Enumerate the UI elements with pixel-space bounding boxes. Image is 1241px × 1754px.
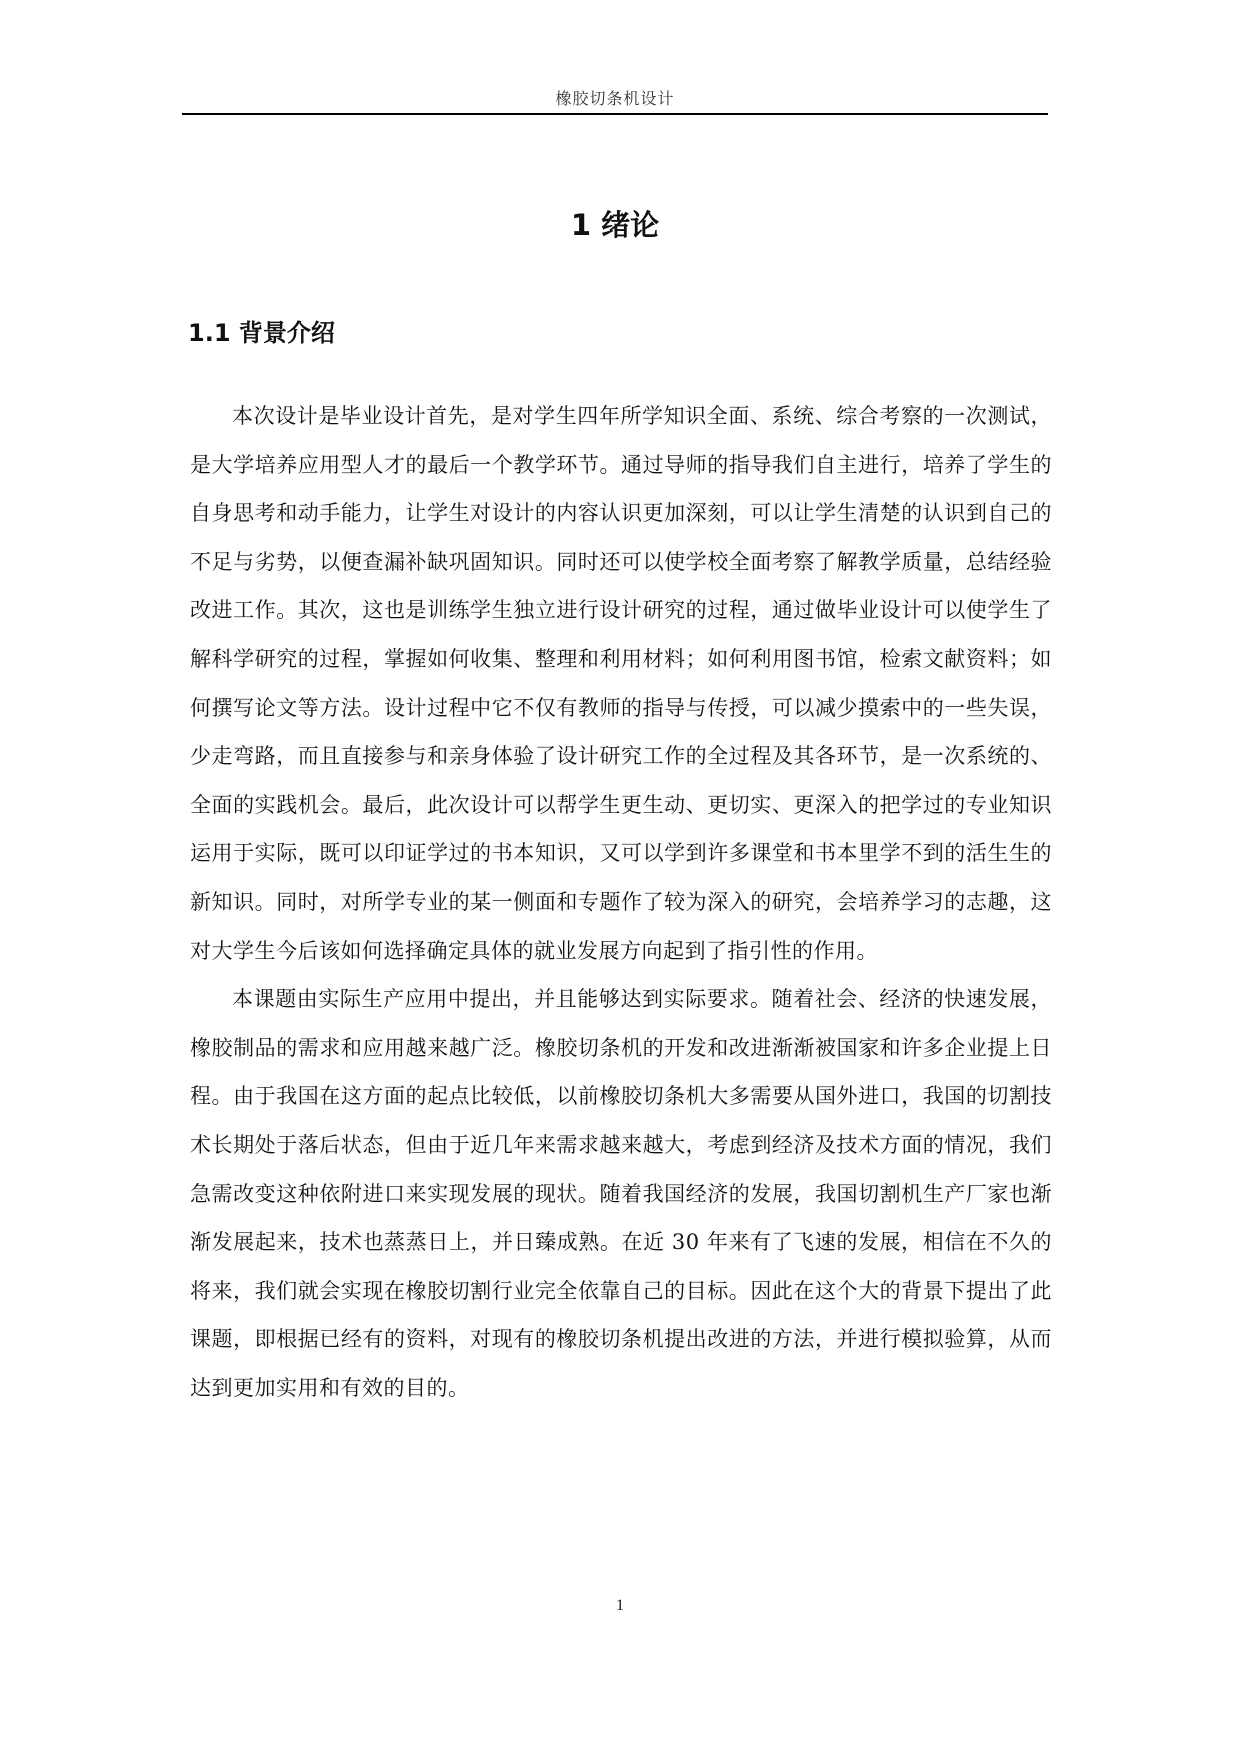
page-number: 1 <box>616 1597 624 1614</box>
paragraph-1: 本次设计是毕业设计首先，是对学生四年所学知识全面、系统、综合考察的一次测试，是大学培养应用型人才的最后一个教学环节。通过导师的指导我们自主进行，培养了学生的自身思考和动手能力，让学生对设计的内容认识更加深刻，可以让学生清楚的认识到自己的不足与劣势，以便查漏补缺巩固知识。同时还可以使学校全面考察了解教学质量，总结经验改进工作。其次，这也是训练学生独立进行设计研究的过程，通过做毕业设计可以使学生了解科学研究的过程，掌握如何收集、整理和利用材料；如何利用图书馆，检索文献资料；如何撰写论文等方法。设计过程中它不仅有教师的指导与传授，可以减少摸索中的一些失误，少走弯路，而且直接参与和亲身体验了设计研究工作的全过程及其各环节，是一次系统的、全面的实践机会。最后，此次设计可以帮学生更生动、更切实、更深入的把学过的专业知识运用于实际，既可以印证学过的书本知识，又可以学到许多课堂和书本里学不到的活生生的新知识。同时，对所学专业的某一侧面和专题作了较为深入的研究，会培养学习的志趣，这对大学生今后该如何选择确定具体的就业发展方向起到了指引性的作用。 <box>190 404 1052 963</box>
body-text <box>190 392 1052 1412</box>
running-header-title: 橡胶切条机设计 <box>555 89 675 108</box>
header-rule <box>182 113 1048 115</box>
section-heading: 1.1 背景介绍 <box>188 319 335 347</box>
chapter-title: 1 绪论 <box>570 208 660 242</box>
paragraph-2: 本课题由实际生产应用中提出，并且能够达到实际要求。随着社会、经济的快速发展，橡胶制品的需求和应用越来越广泛。橡胶切条机的开发和改进渐渐被国家和许多企业提上日程。由于我国在这方面的起点比较低，以前橡胶切条机大多需要从国外进口，我国的切割技术长期处于落后状态，但由于近几年来需求越来越大，考虑到经济及技术方面的情况，我们急需改变这种依附进口来实现发展的现状。随着我国经济的发展，我国切割机生产厂家也渐渐发展起来，技术也蒸蒸日上，并日臻成熟。在近 30 年来有了飞速的发展，相信在不久的将来，我们就会实现在橡胶切割行业完全依靠自己的目标。因此在这个大的背景下提出了此课题，即根据已经有的资料，对现有的橡胶切条机提出改进的方法，并进行模拟验算，从而达到更加实用和有效的目的。 <box>190 987 1052 1400</box>
